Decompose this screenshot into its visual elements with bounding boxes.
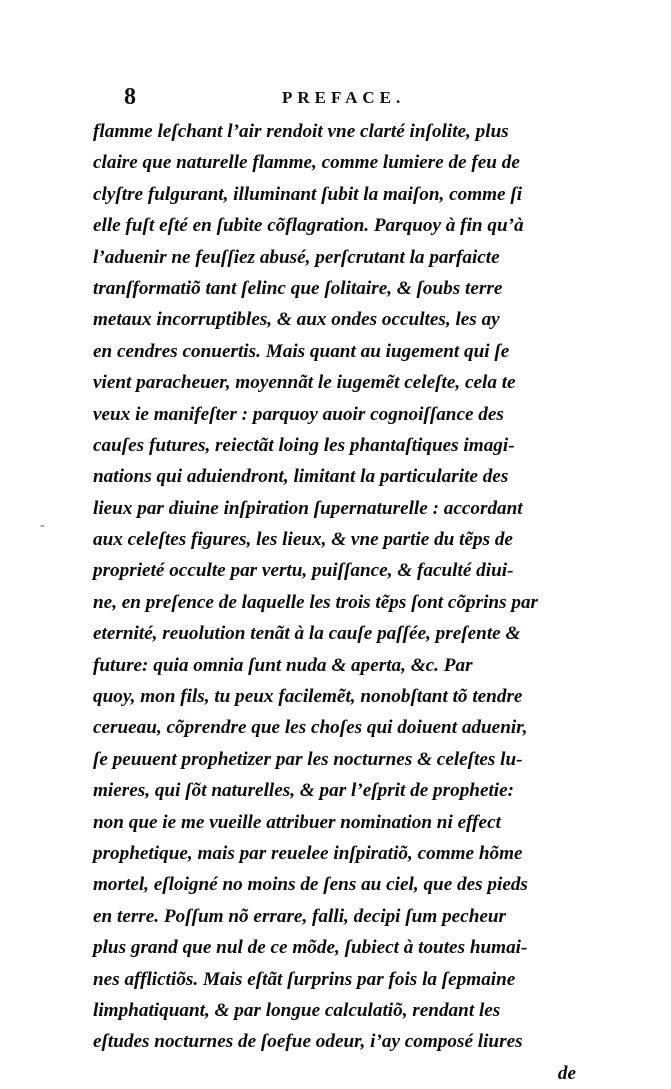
text-line: lieux par diuine inſpiration ſupernaturelle : accordant <box>93 497 523 519</box>
text-line: limphatiquant, & par longue calculatiõ, rendant les <box>93 999 501 1021</box>
text-line: flamme leſchant l’air rendoit vne clarté inſolite, plus <box>93 121 509 142</box>
text-line: ſe peuuent prophetizer par les nocturnes & celeſtes lu- <box>93 748 523 770</box>
catchword: de <box>557 1062 576 1084</box>
text-line: plus grand que nul de ce mõde, ſubiect à toutes humai- <box>93 937 528 959</box>
text-line: l’aduenir ne feuſſiez abusé, perſcrutant la parfaicte <box>93 246 500 268</box>
body-text <box>93 116 578 1089</box>
text-line: aux celeſtes figures, les lieux, & vne partie du tẽps de <box>93 529 513 551</box>
text-line: elle fuſt eſté en ſubite cõflagration. Parquoy à fin qu’à <box>93 215 524 237</box>
text-line: eternité, reuolution tenãt à la cauſe paſſée, preſente & <box>93 623 521 645</box>
text-line: tranſformatiõ tant ſelinc que ſolitaire, & ſoubs terre <box>93 277 503 299</box>
text-line: non que ie me vueille attribuer nomination ni effect <box>93 811 501 833</box>
text-line: mieres, qui ſõt naturelles, & par l’eſprit de prophetie: <box>93 780 515 802</box>
margin-mark: - <box>40 518 45 533</box>
text-line: mortel, eſloigné no moins de ſens au ciel, que des pieds <box>93 874 528 896</box>
text-line: nations qui aduiendront, limitant la particularite des <box>93 466 509 488</box>
text-line: en cendres conuertis. Mais quant au iugement qui ſe <box>93 340 510 362</box>
text-line: clyſtre fulgurant, illuminant ſubit la maiſon, comme ſi <box>93 183 523 205</box>
text-line: claire que naturelle flamme, comme lumiere de feu de <box>93 152 520 174</box>
text-line: cerueau, cõprendre que les choſes qui doiuent aduenir, <box>93 717 528 739</box>
text-line: en terre. Poſſum nõ errare, falli, decipi ſum pecheur <box>93 905 507 927</box>
text-line: vient paracheuer, moyennãt le iugemẽt celeſte, cela te <box>93 372 516 394</box>
text-line: future: quia omnia ſunt nuda & aperta, &c. Par <box>93 654 473 676</box>
text-line: metaux incorruptibles, & aux ondes occultes, les ay <box>93 309 500 331</box>
running-head: PREFACE. <box>282 88 406 107</box>
text-line: cauſes futures, reiectãt loing les phantaſtiques imagi- <box>93 434 515 456</box>
text-line: veux ie manifeſter : parquoy auoir cognoiſſance des <box>93 403 504 425</box>
text-line: nes afflictiõs. Mais eſtãt ſurprins par fois la ſepmaine <box>93 968 516 990</box>
text-line: eſtudes nocturnes de ſoefue odeur, i’ay composé liures <box>93 1031 523 1053</box>
text-line: prophetique, mais par reuelee inſpiratiõ, comme hõme <box>93 842 523 864</box>
text-line: proprieté occulte par vertu, puiſſance, & faculté diui- <box>93 560 514 582</box>
page-number: 8 <box>124 84 136 110</box>
text-line: ne, en preſence de laquelle les trois tẽps ſont cõprins par <box>93 591 539 613</box>
text-line: quoy, mon fils, tu peux facilemẽt, nonobſtant tõ tendre <box>93 686 523 708</box>
page-header <box>122 84 582 114</box>
